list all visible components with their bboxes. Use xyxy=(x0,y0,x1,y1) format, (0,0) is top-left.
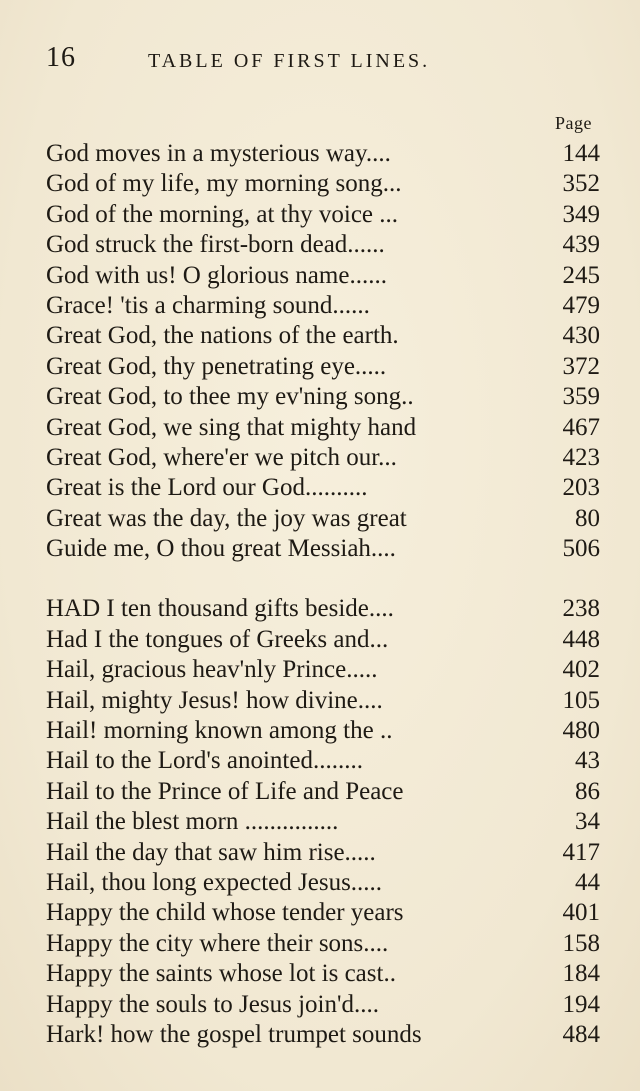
first-line-entry xyxy=(46,746,600,776)
first-line-text: Happy the city where their sons.... xyxy=(46,929,389,957)
page-reference: 43 xyxy=(575,747,600,775)
first-line-text: Hail to the Prince of Life and Peace xyxy=(46,777,404,805)
first-line-entry xyxy=(46,352,600,382)
first-line-text: Great is the Lord our God.......... xyxy=(46,474,368,502)
first-line-text: Great God, the nations of the earth. xyxy=(46,322,399,350)
first-line-entry xyxy=(46,382,600,412)
page-reference: 349 xyxy=(562,200,600,228)
first-line-entry xyxy=(46,261,600,291)
page-reference: 430 xyxy=(562,322,600,350)
page-reference: 484 xyxy=(562,1020,600,1048)
first-line-text: Hail, mighty Jesus! how divine.... xyxy=(46,686,383,714)
first-line-entry xyxy=(46,443,600,473)
first-line-entry xyxy=(46,838,600,868)
first-lines-table xyxy=(46,139,600,1050)
page-reference: 44 xyxy=(575,868,600,896)
first-line-entry xyxy=(46,959,600,989)
first-line-text: Hail, thou long expected Jesus..... xyxy=(46,868,383,896)
page-reference: 238 xyxy=(562,595,600,623)
first-line-text: Happy the souls to Jesus join'd.... xyxy=(46,990,379,1018)
first-line-text: Hark! how the gospel trumpet sounds xyxy=(46,1020,422,1048)
first-line-text: Happy the saints whose lot is cast.. xyxy=(46,960,396,988)
first-line-text: Hail to the Lord's anointed........ xyxy=(46,747,363,775)
first-line-text: HAD I ten thousand gifts beside.... xyxy=(46,595,394,623)
first-line-entry xyxy=(46,868,600,898)
first-line-entry xyxy=(46,594,600,624)
first-line-text: Had I the tongues of Greeks and... xyxy=(46,625,389,653)
page-number: 16 xyxy=(46,42,76,73)
page-reference: 105 xyxy=(562,686,600,714)
page-reference: 86 xyxy=(575,777,600,805)
page-reference: 359 xyxy=(562,383,600,411)
first-line-entry xyxy=(46,777,600,807)
page-reference: 479 xyxy=(562,291,600,319)
first-line-text: Hail, gracious heav'nly Prince..... xyxy=(46,656,378,684)
first-line-entry xyxy=(46,898,600,928)
first-line-text: Hail the blest morn ............... xyxy=(46,808,339,836)
first-line-entry xyxy=(46,321,600,351)
first-line-entry xyxy=(46,625,600,655)
first-line-text: Hail the day that saw him rise..... xyxy=(46,838,376,866)
page-reference: 203 xyxy=(562,474,600,502)
first-line-entry xyxy=(46,929,600,959)
first-line-text: God struck the first-born dead...... xyxy=(46,231,385,259)
first-line-entry xyxy=(46,534,600,564)
page-reference: 144 xyxy=(562,140,600,167)
first-line-entry xyxy=(46,473,600,503)
first-line-text: Guide me, O thou great Messiah.... xyxy=(46,535,396,563)
page-column-heading: Page xyxy=(555,113,592,133)
page-reference: 401 xyxy=(562,899,600,927)
first-line-text: Hail! morning known among the .. xyxy=(46,717,393,745)
first-line-entry xyxy=(46,169,600,199)
first-line-entry xyxy=(46,504,600,534)
first-line-text: God of the morning, at thy voice ... xyxy=(46,200,399,228)
page-reference: 448 xyxy=(562,625,600,653)
page-reference: 194 xyxy=(562,990,600,1018)
page-reference: 245 xyxy=(562,261,600,289)
first-line-text: Great God, we sing that mighty hand xyxy=(46,413,417,441)
first-line-entry xyxy=(46,990,600,1020)
page-reference: 439 xyxy=(562,231,600,259)
page-reference: 417 xyxy=(562,838,600,866)
first-line-text: God of my life, my morning song... xyxy=(46,170,402,198)
page-reference: 80 xyxy=(575,504,600,532)
first-line-entry xyxy=(46,807,600,837)
page-reference: 158 xyxy=(562,929,600,957)
first-line-entry xyxy=(46,716,600,746)
running-title: TABLE OF FIRST LINES. xyxy=(148,50,431,72)
page-header xyxy=(46,42,600,78)
first-line-entry xyxy=(46,686,600,716)
first-line-entry xyxy=(46,291,600,321)
first-line-text: Great God, to thee my ev'ning song.. xyxy=(46,383,414,411)
entry-group xyxy=(46,594,600,1050)
first-line-entry xyxy=(46,1020,600,1050)
first-line-entry xyxy=(46,200,600,230)
first-line-entry xyxy=(46,655,600,685)
first-line-entry xyxy=(46,139,600,169)
page-reference: 506 xyxy=(562,535,600,563)
page-reference: 402 xyxy=(562,656,600,684)
first-line-text: Great God, where'er we pitch our... xyxy=(46,443,397,471)
first-line-text: Great was the day, the joy was great xyxy=(46,504,407,532)
first-line-text: Great God, thy penetrating eye..... xyxy=(46,352,387,380)
page-reference: 352 xyxy=(562,170,600,198)
page-reference: 480 xyxy=(562,717,600,745)
first-line-entry xyxy=(46,230,600,260)
entry-group xyxy=(46,139,600,564)
first-line-text: Happy the child whose tender years xyxy=(46,899,404,927)
page-reference: 467 xyxy=(562,413,600,441)
first-line-text: Grace! 'tis a charming sound...... xyxy=(46,291,370,319)
page-reference: 423 xyxy=(562,443,600,471)
page-reference: 184 xyxy=(562,960,600,988)
page-reference: 372 xyxy=(562,352,600,380)
first-line-entry xyxy=(46,413,600,443)
first-line-text: God with us! O glorious name...... xyxy=(46,261,387,289)
page-reference: 34 xyxy=(575,808,600,836)
first-line-text: God moves in a mysterious way.... xyxy=(46,140,391,167)
